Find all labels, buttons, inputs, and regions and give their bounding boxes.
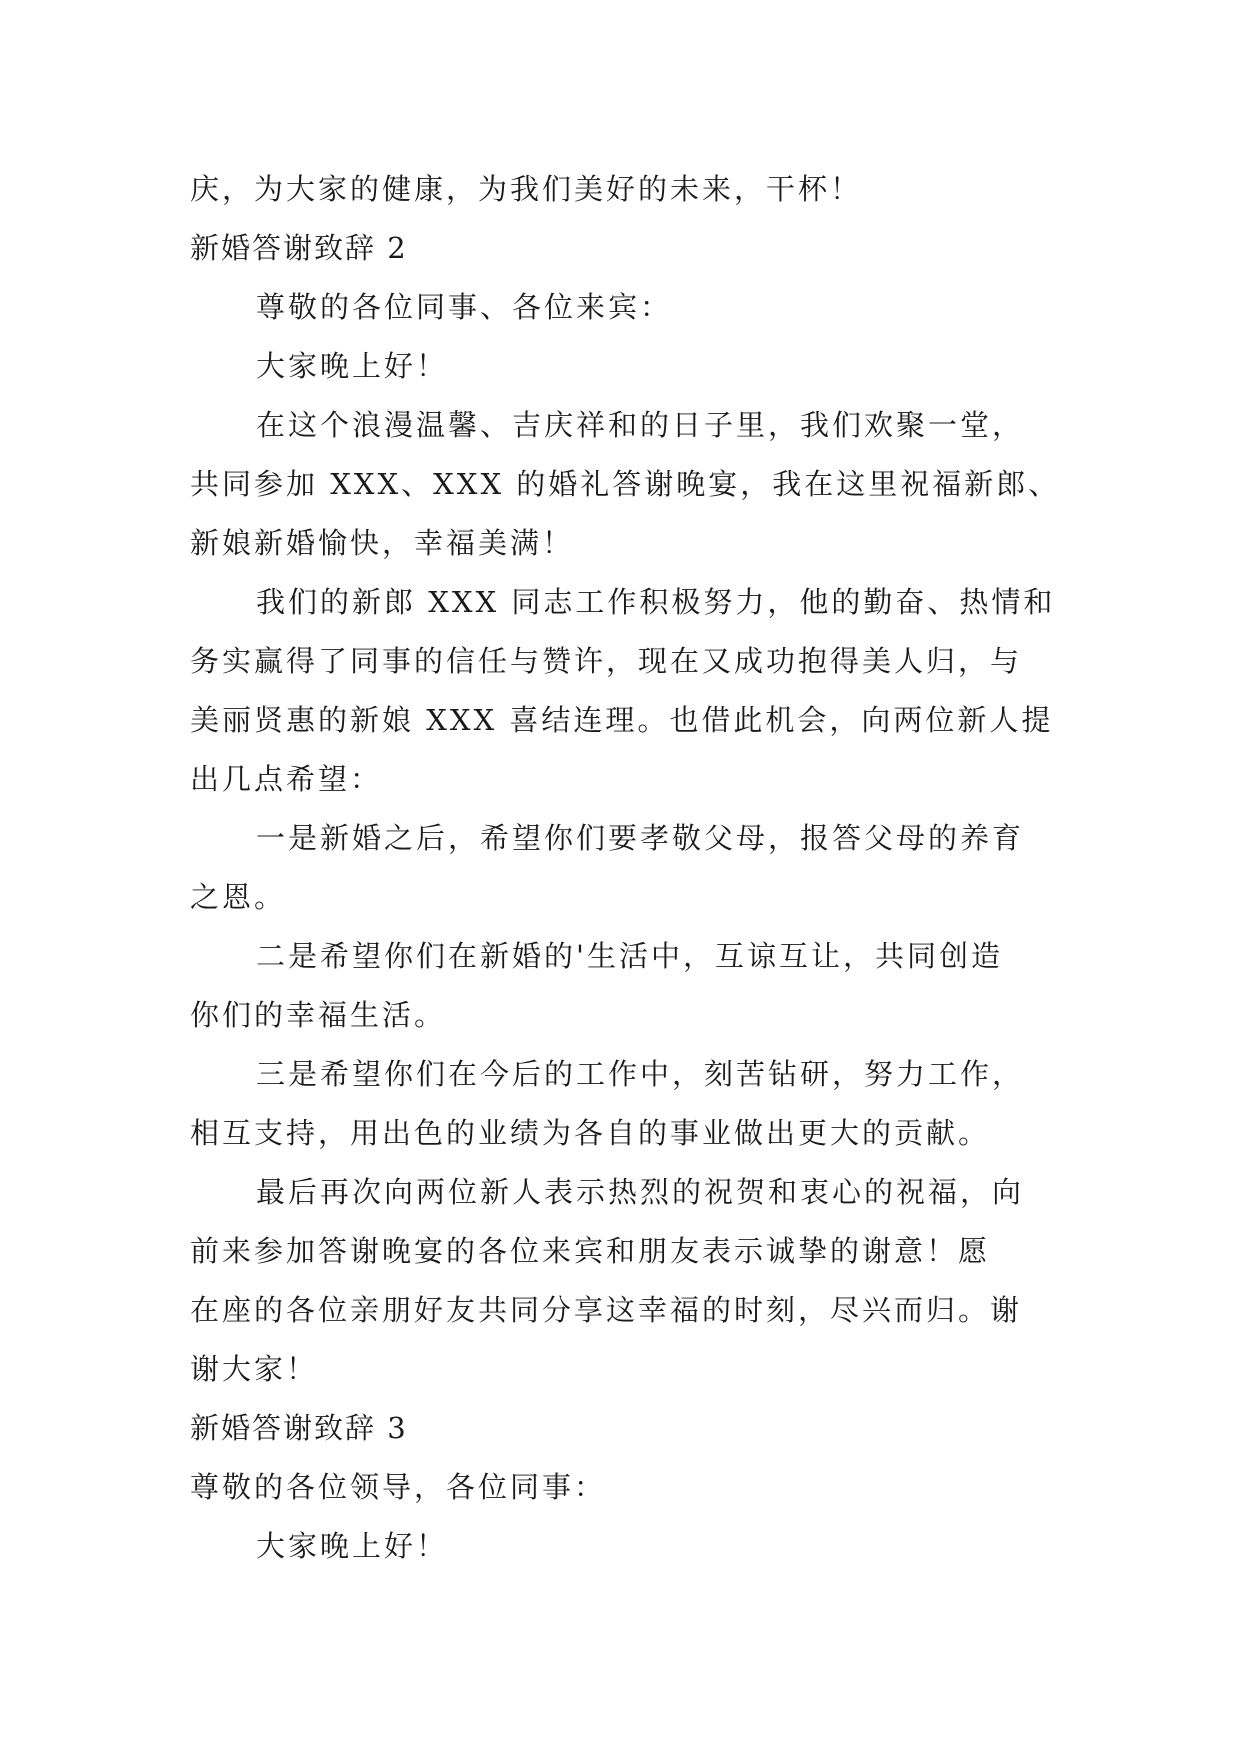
paragraph-line: 谢大家！ (190, 1352, 319, 1386)
paragraph-line: 务实赢得了同事的信任与赞许，现在又成功抱得美人归，与 (190, 644, 1023, 678)
paragraph-line: 我们的新郎 XXX 同志工作积极努力，他的勤奋、热情和 (256, 585, 1056, 619)
paragraph-line: 之恩。 (190, 880, 287, 914)
greeting: 大家晚上好！ (256, 1529, 449, 1563)
greeting: 大家晚上好！ (256, 349, 449, 383)
salutation: 尊敬的各位领导，各位同事： (190, 1470, 607, 1504)
paragraph-line: 在座的各位亲朋好友共同分享这幸福的时刻，尽兴而归。谢 (190, 1293, 1023, 1327)
paragraph-line: 美丽贤惠的新娘 XXX 喜结连理。也借此机会，向两位新人提 (190, 703, 1054, 737)
paragraph-line: 二是希望你们在新婚的'生活中，互谅互让，共同创造 (256, 939, 1003, 973)
section-heading: 新婚答谢致辞 3 (190, 1411, 408, 1445)
document-page (190, 160, 1070, 1576)
paragraph-line: 三是希望你们在今后的工作中，刻苦钻研，努力工作， (256, 1057, 1025, 1091)
paragraph-line: 前来参加答谢晚宴的各位来宾和朋友表示诚挚的谢意！愿 (190, 1234, 991, 1268)
paragraph-line: 最后再次向两位新人表示热烈的祝贺和衷心的祝福，向 (256, 1175, 1025, 1209)
paragraph-line: 相互支持，用出色的业绩为各自的事业做出更大的贡献。 (190, 1116, 991, 1150)
paragraph-line: 出几点希望： (190, 762, 383, 796)
paragraph-line: 在这个浪漫温馨、吉庆祥和的日子里，我们欢聚一堂， (256, 408, 1025, 442)
paragraph-line: 一是新婚之后，希望你们要孝敬父母，报答父母的养育 (256, 821, 1025, 855)
paragraph-line: 你们的幸福生活。 (190, 998, 447, 1032)
paragraph-line: 庆，为大家的健康，为我们美好的未来，干杯！ (190, 172, 863, 206)
paragraph-line: 新娘新婚愉快，幸福美满！ (190, 526, 575, 560)
salutation: 尊敬的各位同事、各位来宾： (256, 290, 673, 324)
section-heading: 新婚答谢致辞 2 (190, 231, 408, 265)
paragraph-line: 共同参加 XXX、XXX 的婚礼答谢晚宴，我在这里祝福新郎、 (190, 467, 1061, 501)
